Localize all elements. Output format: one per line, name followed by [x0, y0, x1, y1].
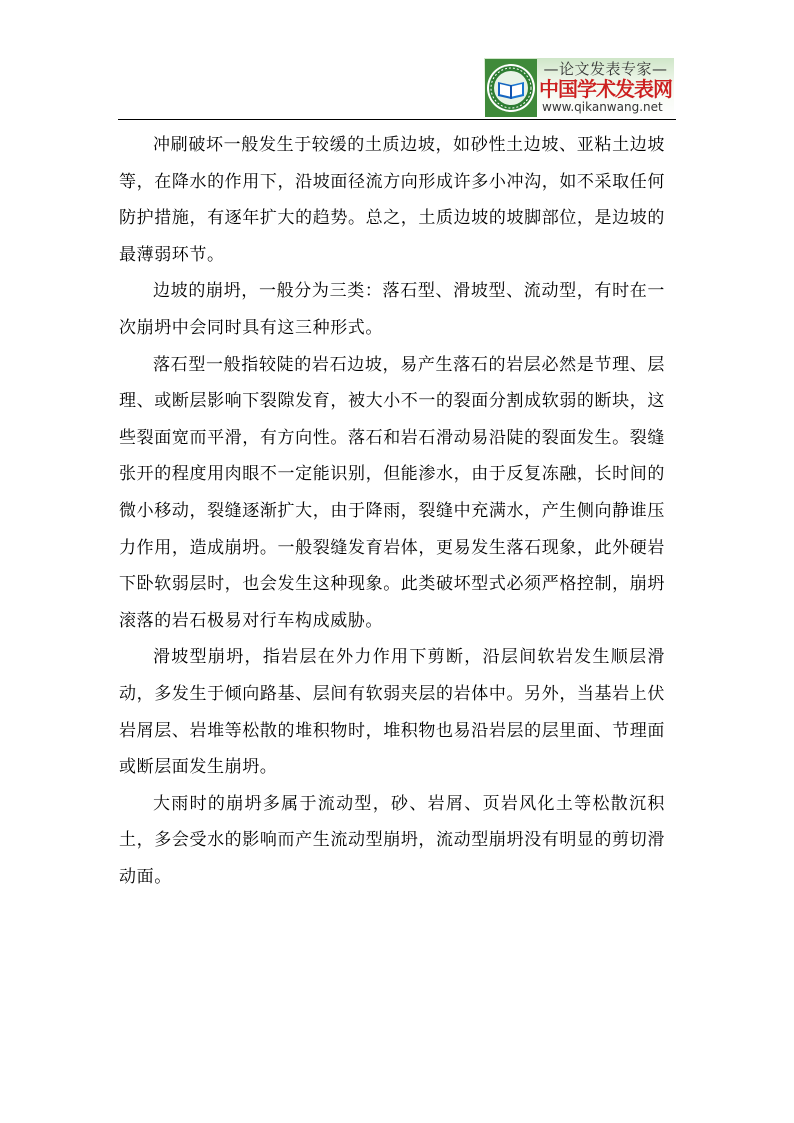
- site-logo: [484, 58, 674, 118]
- paragraph-flow-type: 大雨时的崩坍多属于流动型，砂、岩屑、页岩风化土等松散沉积土，多会受水的影响而产生流动型崩坍，流动型崩坍没有明显的剪切滑动面。: [119, 793, 665, 887]
- logo-tagline: —论文发表专家—: [543, 60, 668, 78]
- logo-url: www.qikanwang.net: [542, 100, 663, 114]
- paragraph-rockfall-type: 落石型一般指较陡的岩石边坡，易产生落石的岩层必然是节理、层理、或断层影响下裂隙发育，被大小不一的裂面分割成软弱的断块，这些裂面宽而平滑，有方向性。落石和岩石滑动易沿陡的裂面发生。裂缝张开的程度用肉眼不一定能识别，但能渗水，由于反复冻融，长时间的微小移动，裂缝逐渐扩大，由于降雨，裂缝中充满水，产生侧向静谁压力作用，造成崩坍。一般裂缝发育岩体，更易发生落石现象，此外硬岩下卧软弱层时，也会发生这种现象。此类破坏型式必须严格控制，崩坍滚落的岩石极易对行车构成威胁。: [119, 354, 665, 631]
- logo-site-name: 中国学术发表网: [539, 77, 672, 101]
- paragraph-erosion: 冲刷破坏一般发生于较缓的土质边坡，如砂性土边坡、亚粘土边坡等，在降水的作用下，沿坡面径流方向形成许多小冲沟，如不采取任何防护措施，有逐年扩大的趋势。总之，土质边坡的坡脚部位，是边坡的最薄弱环节。: [119, 135, 665, 265]
- document-body: [119, 127, 665, 895]
- paragraph-landslide-type: 滑坡型崩坍，指岩层在外力作用下剪断，沿层间软岩发生顺层滑动，多发生于倾向路基、层间有软弱夹层的岩体中。另外，当基岩上伏岩屑层、岩堆等松散的堆积物时，堆积物也易沿岩层的层里面、节理面或断层面发生崩坍。: [119, 647, 665, 778]
- header-divider: [118, 119, 676, 120]
- book-emblem-icon: [485, 59, 537, 117]
- paragraph-collapse-types: 边坡的崩坍，一般分为三类：落石型、滑坡型、流动型，有时在一次崩坍中会同时具有这三种形式。: [119, 281, 665, 338]
